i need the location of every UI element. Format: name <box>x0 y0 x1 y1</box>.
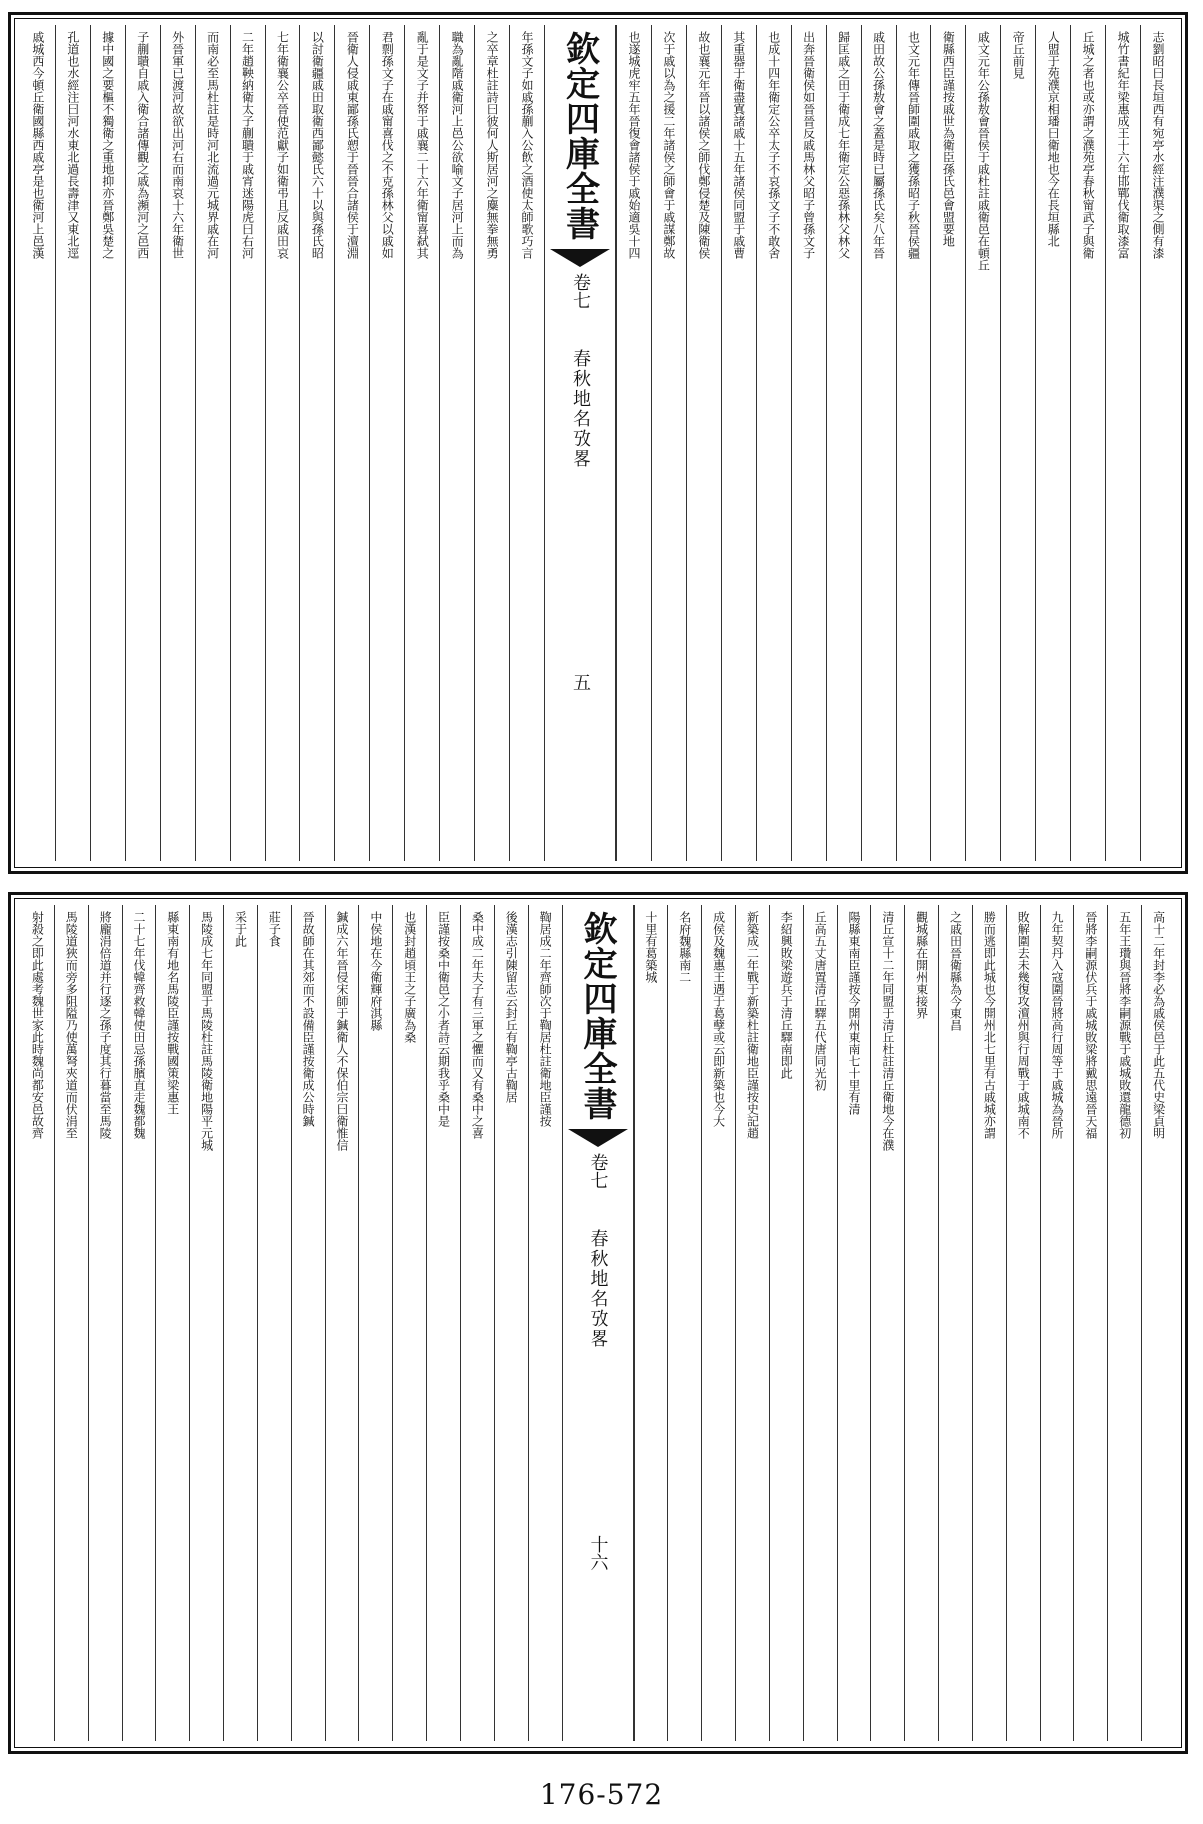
column-text: 戚田故公孫敖會之蓋是時已屬孫氏矣八年晉 <box>871 31 886 259</box>
column-text: 之戚田晉衛縣為今東昌 <box>948 911 963 1031</box>
column-text: 丘高五丈唐置清丘驛五代唐同光初 <box>813 911 828 1091</box>
column-text: 帝丘前見 <box>1011 31 1026 79</box>
lower-page-text-column <box>1073 905 1107 1741</box>
upper-page-text-column <box>90 25 125 861</box>
lower-page-text-column <box>122 905 156 1741</box>
lower-page-text-column <box>54 905 88 1741</box>
upper-page-text-column <box>930 25 965 861</box>
lower-page-columns <box>21 905 1175 1741</box>
column-text: 君剽孫文子在戚甯喜伐之不克孫林父以戚如 <box>380 31 395 259</box>
lower-page-text-column <box>870 905 904 1741</box>
lower-page-text-column <box>426 905 460 1741</box>
upper-page-text-column <box>474 25 509 861</box>
column-text: 鞫居成二年齊師次于鞫居杜註衛地臣謹按 <box>538 911 553 1127</box>
column-text: 也漢封趙頃王之子廣為桑 <box>402 911 417 1043</box>
column-text: 莊子食 <box>267 911 282 947</box>
upper-page-text-column <box>756 25 791 861</box>
column-text: 後漢志引陳留志云封丘有鞫亭古鞫居 <box>504 911 519 1103</box>
column-text: 志劉昭曰長垣西有宛亭水經注濮渠之側有漆 <box>1151 31 1166 259</box>
upper-page-text-column <box>896 25 931 861</box>
upper-page-text-column <box>1105 25 1140 861</box>
column-text: 也成十四年衛定公卒太子不哀孫文子不敢舍 <box>766 31 781 259</box>
lower-page-text-column <box>938 905 972 1741</box>
column-text: 成侯及魏惠王遇于葛孽或云即新築也今大 <box>711 911 726 1127</box>
column-text: 歸匡戚之田于衛成七年衛定公惡孫林父林父 <box>836 31 851 259</box>
upper-page-text-column <box>55 25 90 861</box>
book-title: 欽定四庫全書 <box>577 911 617 1121</box>
upper-page-text-column <box>160 25 195 861</box>
upper-page-text-column <box>509 25 544 861</box>
upper-page-text-column <box>861 25 896 861</box>
lower-page-text-column <box>189 905 223 1741</box>
lower-page-text-column <box>701 905 735 1741</box>
lower-page-text-column <box>803 905 837 1741</box>
column-text: 次于戚以為之援二年諸侯之師會于戚謀鄭故 <box>661 31 676 259</box>
column-text: 清丘宣十二年同盟于清丘杜註清丘衛地今在濮 <box>880 911 895 1151</box>
column-text: 其重器于衛盡寘諸戚十五年諸侯同盟于戚曹 <box>731 31 746 259</box>
column-text: 李紹興敗梁遊兵于清丘驛南即此 <box>779 911 794 1079</box>
column-text: 馬陵道狹而旁多阻隘乃使萬弩夾道而伏涓至 <box>64 911 79 1139</box>
upper-page-text-column <box>439 25 474 861</box>
column-text: 出奔晉衛侯如晉晉反戚馬林父昭子曾孫文子 <box>801 31 816 259</box>
column-text: 勝而逃即此城也今開州北七里有古戚城亦謂 <box>982 911 997 1139</box>
fishtail-mark <box>550 249 610 267</box>
column-text: 高十二年封李必為戚侯邑于此五代史梁貞明 <box>1151 911 1166 1139</box>
upper-page-text-column <box>965 25 1000 861</box>
column-text: 戚城西今頓丘衛國縣西戚亭是也衛河上邑漢 <box>30 31 45 259</box>
upper-page-text-column <box>651 25 686 861</box>
lower-page-center-panel <box>562 905 634 1741</box>
lower-page-text-column <box>1040 905 1074 1741</box>
fishtail-mark <box>568 1129 628 1147</box>
lower-page-text-column <box>837 905 871 1741</box>
lower-page-text-column <box>634 905 668 1741</box>
upper-page-text-column <box>369 25 404 861</box>
column-text: 晉將李嗣源伏兵于戚城敗梁將戴思遠晉天福 <box>1083 911 1098 1139</box>
lower-page-text-column <box>257 905 291 1741</box>
upper-page-text-column <box>1035 25 1070 861</box>
column-text: 子蒯聵自戚入衛合諸傳觀之戚為瀕河之邑西 <box>135 31 150 259</box>
column-text: 年孫文子如戚孫蒯入公飲之酒使太師歌巧言 <box>520 31 535 259</box>
lower-page-text-column <box>1141 905 1175 1741</box>
page-label: 176-572 <box>539 1778 664 1811</box>
column-text: 縣東南有地名馬陵臣謹按戰國策梁惠王 <box>165 911 180 1115</box>
upper-page-text-column <box>299 25 334 861</box>
lower-page-text-column <box>223 905 257 1741</box>
upper-page-text-column <box>826 25 861 861</box>
volume-label: 卷七 <box>587 1153 609 1189</box>
column-text: 而南必至馬杜註是時河北流過元城界戚在河 <box>205 31 220 259</box>
column-text: 二年趙鞅納衛太子蒯聵于戚宵迷陽虎曰右河 <box>240 31 255 259</box>
column-text: 陽縣東南臣謹按今開州東南七十里有清 <box>846 911 861 1115</box>
lower-page-text-column <box>528 905 562 1741</box>
column-text: 丘城之者也或亦謂之濮苑亭春秋甯武子與衛 <box>1081 31 1096 259</box>
column-text: 亂于是文子并帑于戚襄二十六年衛甯喜弑其 <box>415 31 430 259</box>
column-text: 也遂城虎牢五年晉復會諸侯于戚始適吳十四 <box>626 31 641 259</box>
column-text: 九年契丹入寇圍晉將高行周等于戚城為晉所 <box>1050 911 1065 1139</box>
column-text: 戚文元年公孫敖會晉侯于戚杜註戚衛邑在頓丘 <box>976 31 991 271</box>
column-text: 孔道也水經注曰河水東北過長壽津又東北逕 <box>65 31 80 259</box>
upper-page-text-column <box>334 25 369 861</box>
column-text: 也文元年傳晉師圍戚取之獲孫昭子秋晉侯疆 <box>906 31 921 259</box>
lower-page-text-column <box>1006 905 1040 1741</box>
lower-page-text-column <box>972 905 1006 1741</box>
lower-page-text-column <box>155 905 189 1741</box>
upper-page-text-column <box>21 25 55 861</box>
upper-page <box>8 12 1188 874</box>
lower-page-text-column <box>667 905 701 1741</box>
lower-page-text-column <box>358 905 392 1741</box>
lower-page-text-column <box>392 905 426 1741</box>
column-text: 據中國之要樞不獨衛之重地抑亦晉鄭吳楚之 <box>100 31 115 259</box>
lower-page-text-column <box>735 905 769 1741</box>
lower-page-text-column <box>1107 905 1141 1741</box>
column-text: 以討衛疆戚田取衛西鄙懿氏六十以與孫氏昭 <box>310 31 325 259</box>
column-text: 采于此 <box>233 911 248 947</box>
lower-page <box>8 892 1188 1754</box>
upper-page-text-column <box>125 25 160 861</box>
book-subtitle: 春秋地名攷畧 <box>570 349 591 469</box>
column-text: 觀城縣在開州東接界 <box>914 911 929 1019</box>
column-text: 晉衛人侵戚東鄙孫氏愬于晉晉合諸侯于澶淵 <box>345 31 360 259</box>
lower-page-text-column <box>460 905 494 1741</box>
lower-page-text-column <box>291 905 325 1741</box>
column-text: 桑中成二年夫子有三軍之懼而又有桑中之喜 <box>470 911 485 1139</box>
upper-page-text-column <box>404 25 439 861</box>
column-text: 五年王瓚與晉將李嗣源戰于戚城敗還龍德初 <box>1117 911 1132 1139</box>
lower-page-text-column <box>325 905 359 1741</box>
upper-page-text-column <box>686 25 721 861</box>
upper-page-text-column <box>791 25 826 861</box>
upper-page-columns <box>21 25 1175 861</box>
lower-page-text-column <box>904 905 938 1741</box>
column-text: 七年衛襄公卒晉使范獻子如衛弔且反戚田哀 <box>275 31 290 259</box>
upper-page-center-panel <box>544 25 616 861</box>
column-text: 城竹書紀年梁惠成王十六年邯鄲伐衛取漆富 <box>1116 31 1131 259</box>
column-text: 射殺之即此處考魏世家此時魏尚都安邑故齊 <box>30 911 45 1139</box>
book-title: 欽定四庫全書 <box>559 31 600 241</box>
column-text: 故也襄元年晉以諸侯之師伐鄭侵楚及陳衛侯 <box>696 31 711 259</box>
column-text: 將龐涓倍道并行逐之孫子度其行暮當至馬陵 <box>98 911 113 1139</box>
upper-page-text-column <box>265 25 300 861</box>
column-text: 中侯地在今衛輝府淇縣 <box>368 911 383 1031</box>
column-text: 衛縣西臣謹按戚世為衛臣孫氏邑會盟要地 <box>941 31 956 247</box>
upper-page-text-column <box>721 25 756 861</box>
column-text: 新築成二年戰于新築杜註衛地臣謹按史記趙 <box>745 911 760 1139</box>
upper-page-text-column <box>616 25 651 861</box>
column-text: 敗解圍去未幾復攻澶州與行周戰于戚城南不 <box>1016 911 1031 1139</box>
folio-number: 十六 <box>587 1535 609 1571</box>
column-text: 晉故師在其郊而不設備臣謹按衛成公時鍼 <box>301 911 316 1127</box>
column-text: 二十七年伐韓齊救韓使田忌孫臏直走魏都魏 <box>131 911 146 1139</box>
column-text: 外晉軍已渡河故欲出河右而南哀十六年衛世 <box>170 31 185 259</box>
lower-page-text-column <box>88 905 122 1741</box>
upper-page-text-column <box>195 25 230 861</box>
lower-page-text-column <box>494 905 528 1741</box>
column-text: 十里有葛築城 <box>643 911 658 983</box>
lower-page-text-column <box>769 905 803 1741</box>
column-text: 臣謹按桑中衛邑之小者詩云期我乎桑中是 <box>436 911 451 1127</box>
upper-page-text-column <box>230 25 265 861</box>
column-text: 人盟于苑濮京相璠曰衛地也今在長垣縣北 <box>1046 31 1061 247</box>
book-subtitle: 春秋地名攷畧 <box>587 1229 609 1349</box>
column-text: 馬陵成七年同盟于馬陵杜註馬陵衛地陽平元城 <box>199 911 214 1151</box>
column-text: 名府魏縣南二 <box>677 911 692 983</box>
upper-page-text-column <box>1140 25 1175 861</box>
column-text: 鍼成六年晉侵宋師于鍼衛人不保伯宗曰衛惟信 <box>335 911 350 1151</box>
folio-number: 五 <box>570 673 591 691</box>
volume-label: 卷七 <box>570 273 591 309</box>
lower-page-text-column <box>21 905 54 1741</box>
upper-page-text-column <box>1000 25 1035 861</box>
column-text: 職為亂階戚衛河上邑公欲喻文子居河上而為 <box>450 31 465 259</box>
upper-page-text-column <box>1070 25 1105 861</box>
column-text: 之卒章杜註詩曰彼何人斯居河之麋無拳無勇 <box>485 31 500 259</box>
